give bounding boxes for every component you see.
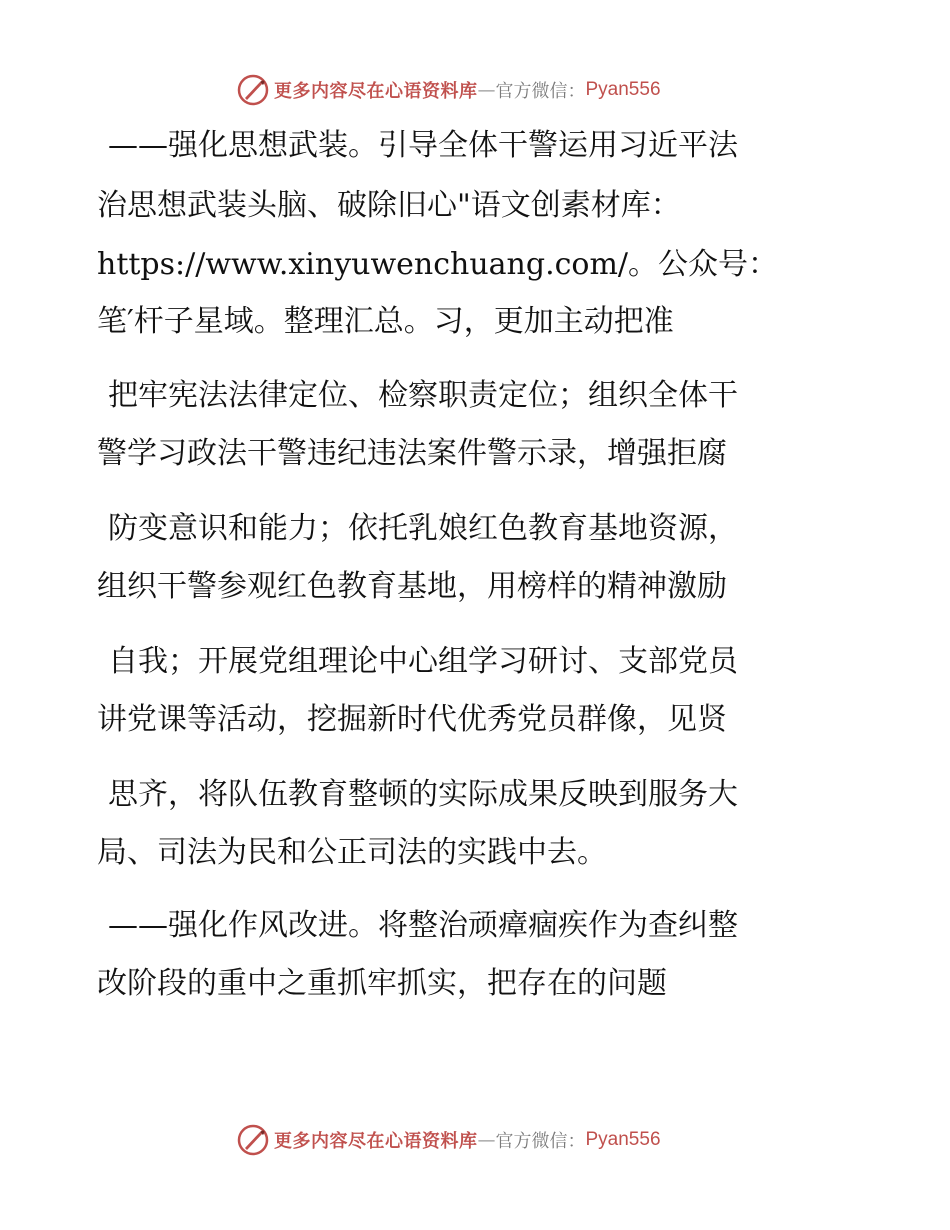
header-watermark <box>236 72 661 108</box>
watermark-separator: — <box>477 1129 496 1151</box>
body-line: 把牢宪法法律定位、检察职责定位；组织全体干 <box>108 378 738 413</box>
watermark-brand: 更多内容尽在心语资料库 <box>274 81 478 102</box>
body-line: 局、司法为民和公正司法的实践中去。 <box>97 835 607 870</box>
footer-watermark <box>236 1122 661 1158</box>
watermark-wechat-label: 官方微信： <box>495 1131 586 1152</box>
body-line: 警学习政法干警违纪违法案件警示录，增强拒腐 <box>97 436 727 471</box>
body-line: ——强化作风改进。将整治顽瘴痼疾作为查纠整 <box>108 908 738 943</box>
body-line: 笔′杆子星域。整理汇总。习，更加主动把准 <box>97 304 674 339</box>
watermark-wechat-label: 官方微信： <box>495 81 586 102</box>
quill-seal-icon <box>236 73 270 107</box>
body-line: 治思想武装头脑、破除旧心"语文创素材库： <box>97 188 681 223</box>
watermark-wechat-id: Pyan556 <box>585 79 661 100</box>
quill-seal-icon <box>236 1123 270 1157</box>
body-line: 改阶段的重中之重抓牢抓实，把存在的问题 <box>97 966 667 1001</box>
body-line: ——强化思想武装。引导全体干警运用习近平法 <box>108 128 738 163</box>
watermark-wechat-id: Pyan556 <box>585 1129 661 1150</box>
body-line: 防变意识和能力；依托乳娘红色教育基地资源， <box>108 511 738 546</box>
body-line: https://www.xinyuwenchuang.com/。公众号： <box>97 247 779 282</box>
body-line: 思齐，将队伍教育整顿的实际成果反映到服务大 <box>108 777 738 812</box>
body-line: 自我；开展党组理论中心组学习研讨、支部党员 <box>108 644 738 679</box>
body-line: 组织干警参观红色教育基地，用榜样的精神激励 <box>97 569 727 604</box>
watermark-brand: 更多内容尽在心语资料库 <box>274 1131 478 1152</box>
watermark-separator: — <box>477 79 496 101</box>
body-line: 讲党课等活动，挖掘新时代优秀党员群像，见贤 <box>97 702 727 737</box>
